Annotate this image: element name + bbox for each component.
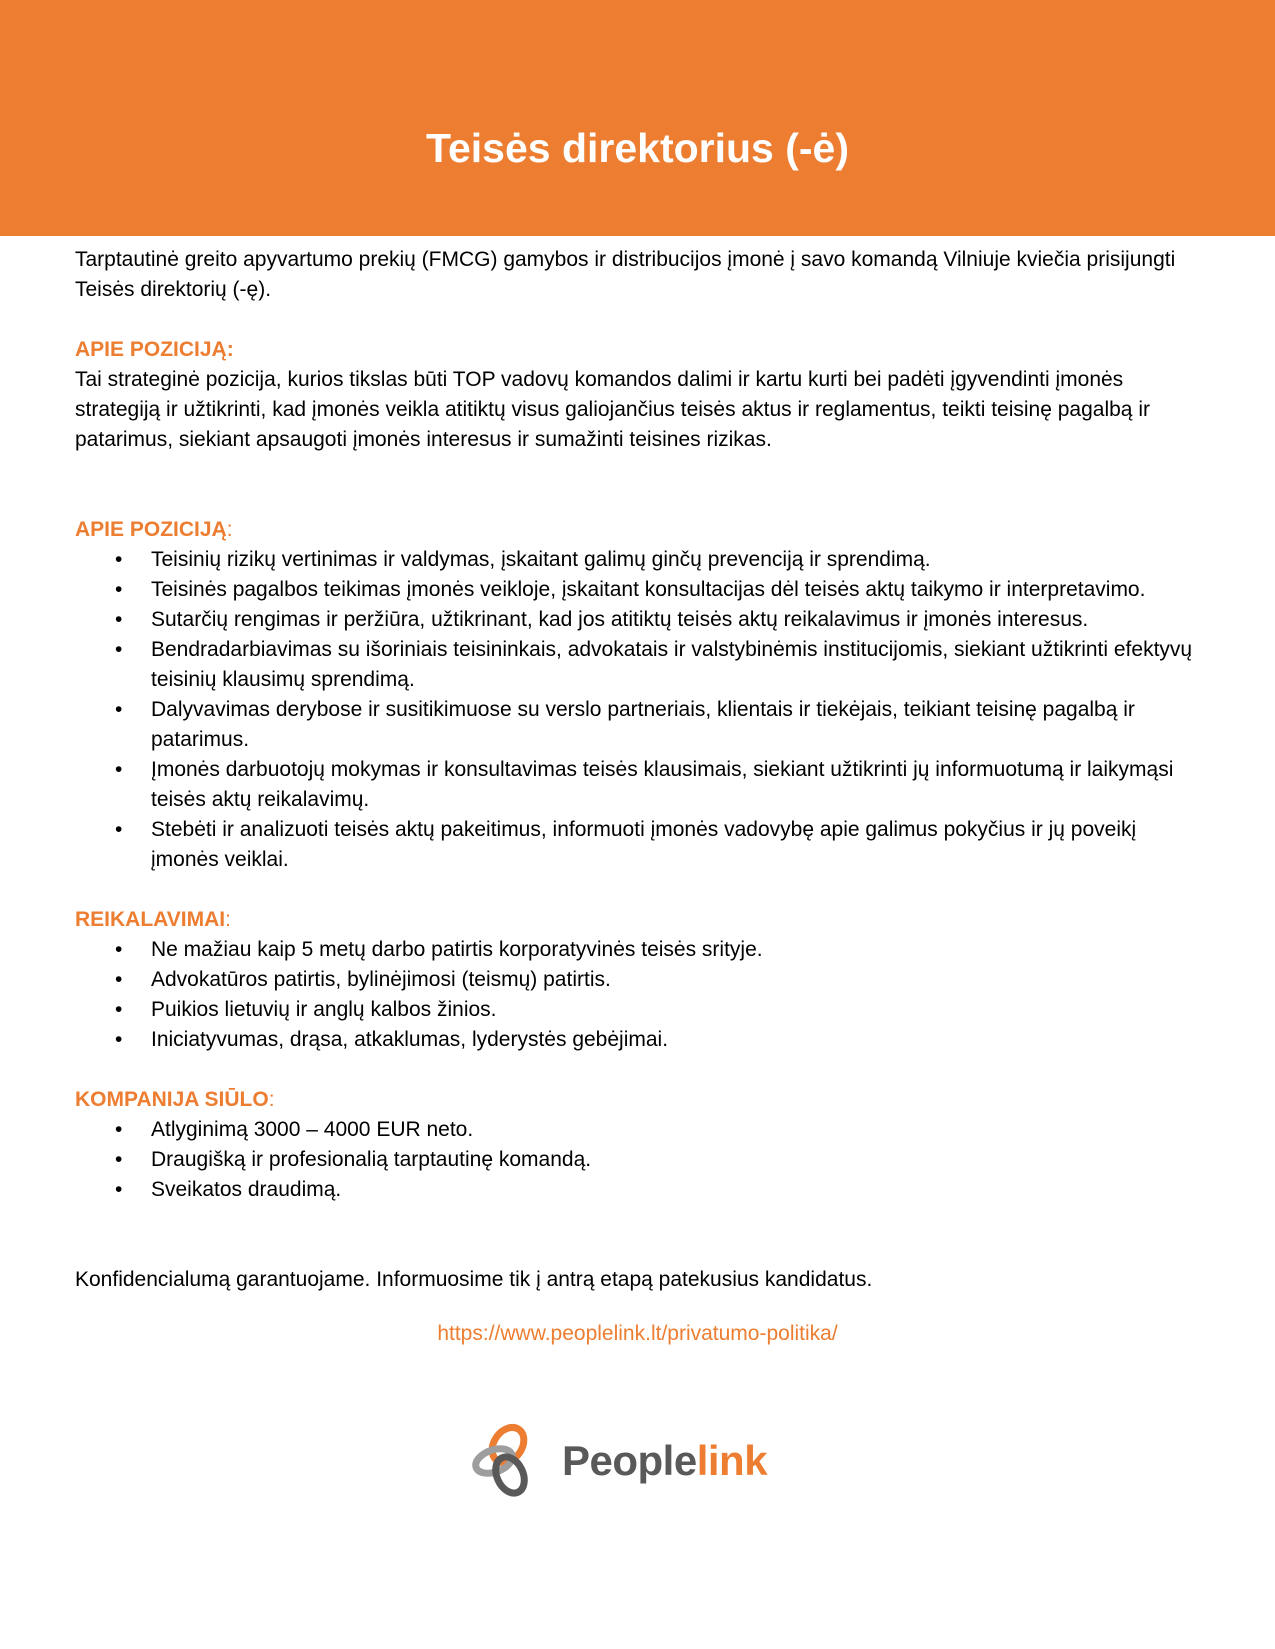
peoplelink-logo-wordmark [562,1437,768,1484]
privacy-policy-link[interactable]: https://www.peoplelink.lt/privatumo-politika/ [437,1322,838,1345]
list-item: • Stebėti ir analizuoti teisės aktų pakeitimus, informuoti įmonės vadovybę apie galimus pokyčius ir jų poveikį įmonės veiklai. [75,815,1200,875]
peoplelink-logo [470,1423,767,1499]
list-item: • Bendradarbiavimas su išoriniais teisininkais, advokatais ir valstybinėmis institucijomis, siekiant užtikrinti efektyvų teisinių klausimų sprendimą. [75,635,1200,695]
privacy-link-row [75,1319,1200,1349]
confidentiality-note: Konfidencialumą garantuojame. Informuosime tik į antrą etapą patekusius kandidatus. [75,1268,873,1291]
logo-text-link: link [696,1437,768,1484]
requirements-heading-text: REIKALAVIMAI [75,908,226,931]
about-heading: APIE POZICIJĄ: [75,338,234,361]
duties-heading-colon: : [226,518,233,541]
intro-paragraph: Tarptautinė greito apyvartumo prekių (FMCG) gamybos ir distribucijos įmonė į savo komandą Vilniuje kviečia prisijungti Teisės direktorių (-ę). [75,248,1176,301]
page-title: Teisės direktorius (-ė) [425,125,850,171]
requirements-heading [75,905,1200,935]
requirements-heading-colon: : [225,908,231,931]
list-item: • Draugišką ir profesionalią tarptautinę komandą. [75,1145,1200,1175]
list-item: • Advokatūros patirtis, bylinėjimosi (teismų) patirtis. [75,965,1200,995]
requirements-list [75,935,1200,1055]
offer-heading-text: KOMPANIJA SIŪLO [75,1088,269,1111]
duties-list [75,545,1200,875]
list-item: • Sutarčių rengimas ir peržiūra, užtikrinant, kad jos atitiktų teisės aktų reikalavimus ir įmonės interesus. [75,605,1200,635]
about-text: Tai strateginė pozicija, kurios tikslas būti TOP vadovų komandos dalimi ir kartu kurti bei padėti įgyvendinti įmonės strategiją ir užtikrinti, kad įmonės veikla atitiktų visus galiojančius teisės aktus ir reglamentus, teikti teisinę pagalbą ir patarimus, siekiant apsaugoti įmonės interesus ir sumažinti teisines rizikas. [75,368,1150,451]
list-item: • Puikios lietuvių ir anglų kalbos žinios. [75,995,1200,1025]
duties-heading [75,515,1200,545]
logo-text-people: People [562,1437,697,1484]
list-item: • Ne mažiau kaip 5 metų darbo patirtis korporatyvinės teisės srityje. [75,935,1200,965]
list-item: • Įmonės darbuotojų mokymas ir konsultavimas teisės klausimais, siekiant užtikrinti jų informuotumą ir laikymąsi teisės aktų reikalavimų. [75,755,1200,815]
offer-list [75,1115,1200,1205]
header-banner [0,0,1275,236]
list-item: • Dalyvavimas derybose ir susitikimuose su verslo partneriais, klientais ir tiekėjais, teikiant teisinę pagalbą ir patarimus. [75,695,1200,755]
list-item: • Iniciatyvumas, drąsa, atkaklumas, lyderystės gebėjimai. [75,1025,1200,1055]
list-item: • Teisinių rizikų vertinimas ir valdymas, įskaitant galimų ginčų prevenciją ir sprendimą. [75,545,1200,575]
peoplelink-logo-icon [470,1423,542,1499]
list-item: • Atlyginimą 3000 – 4000 EUR neto. [75,1115,1200,1145]
list-item: • Sveikatos draudimą. [75,1175,1200,1205]
offer-heading [75,1085,1200,1115]
offer-heading-colon: : [268,1088,275,1111]
duties-heading-text: APIE POZICIJĄ [75,518,227,541]
document-body [75,245,1200,1349]
list-item: • Teisinės pagalbos teikimas įmonės veikloje, įskaitant konsultacijas dėl teisės aktų taikymo ir interpretavimo. [75,575,1200,605]
